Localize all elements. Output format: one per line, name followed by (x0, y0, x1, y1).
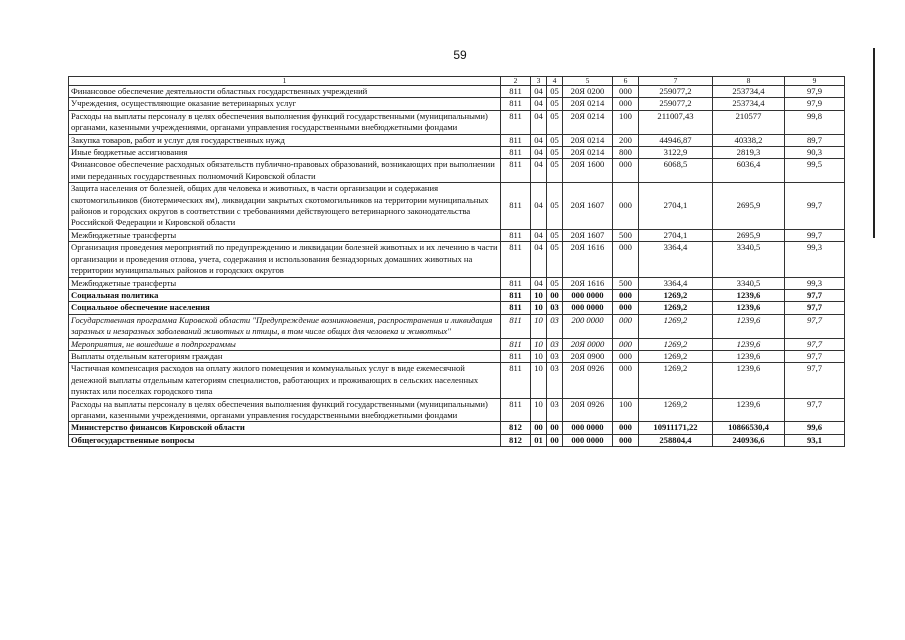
percent-cell: 99,3 (785, 277, 845, 289)
subsection-cell: 03 (547, 350, 563, 362)
target-article-cell: 000 0000 (563, 302, 613, 314)
table-row (69, 277, 845, 289)
column-number: 3 (531, 77, 547, 86)
expense-type-cell: 000 (613, 350, 639, 362)
chapter-code-cell: 811 (501, 338, 531, 350)
chapter-code-cell: 811 (501, 229, 531, 241)
table-row (69, 86, 845, 98)
column-number: 1 (69, 77, 501, 86)
table-row (69, 314, 845, 338)
section-cell: 10 (531, 314, 547, 338)
expense-type-cell: 000 (613, 338, 639, 350)
expense-type-cell: 000 (613, 159, 639, 183)
target-article-cell: 20Я 1607 (563, 229, 613, 241)
subsection-cell: 00 (547, 289, 563, 301)
subsection-cell: 05 (547, 242, 563, 277)
expense-type-cell: 000 (613, 363, 639, 398)
percent-cell: 97,7 (785, 350, 845, 362)
subsection-cell: 05 (547, 110, 563, 134)
planned-amount-cell: 2704,1 (639, 229, 713, 241)
chapter-code-cell: 811 (501, 289, 531, 301)
planned-amount-cell: 1269,2 (639, 289, 713, 301)
table-row (69, 242, 845, 277)
chapter-code-cell: 812 (501, 422, 531, 434)
expense-type-cell: 000 (613, 314, 639, 338)
percent-cell: 97,7 (785, 363, 845, 398)
target-article-cell: 000 0000 (563, 434, 613, 446)
table-row (69, 110, 845, 134)
target-article-cell: 20Я 1616 (563, 242, 613, 277)
subsection-cell: 03 (547, 314, 563, 338)
chapter-code-cell: 811 (501, 147, 531, 159)
subsection-cell: 05 (547, 134, 563, 146)
table-row (69, 302, 845, 314)
row-name-cell: Выплаты отдельным категориям граждан (69, 350, 501, 362)
column-number-row (69, 77, 845, 86)
expense-type-cell: 000 (613, 434, 639, 446)
chapter-code-cell: 811 (501, 183, 531, 230)
row-name-cell: Межбюджетные трансферты (69, 229, 501, 241)
row-name-cell: Расходы на выплаты персоналу в целях обеспечения выполнения функций государственными (муниципальными) органами, казенными учреждениями, органами управления государственными внебюджетными фондами (69, 398, 501, 422)
row-name-cell: Защита населения от болезней, общих для человека и животных, в части организации и содержания скотомогильников (биотермических ям), ликвидации закрытых скотомогильников на территории муниципальных районов и городских округов в соответствии с требованиями действующего ветеринарного законодательства Российской Федерации и Кировской области (69, 183, 501, 230)
row-name-cell: Частичная компенсация расходов на оплату жилого помещения и коммунальных услуг в виде ежемесячной денежной выплаты отдельным категориям специалистов, работающих и проживающих в сельских населенных пунктах или поселках городского типа (69, 363, 501, 398)
percent-cell: 99,7 (785, 229, 845, 241)
planned-amount-cell: 2704,1 (639, 183, 713, 230)
actual-amount-cell: 2695,9 (713, 183, 785, 230)
table-row (69, 289, 845, 301)
subsection-cell: 05 (547, 183, 563, 230)
target-article-cell: 000 0000 (563, 422, 613, 434)
expense-type-cell: 500 (613, 229, 639, 241)
page-number: 59 (453, 48, 467, 62)
percent-cell: 97,7 (785, 289, 845, 301)
planned-amount-cell: 44946,87 (639, 134, 713, 146)
row-name-cell: Социальное обеспечение населения (69, 302, 501, 314)
section-cell: 04 (531, 147, 547, 159)
target-article-cell: 20Я 0926 (563, 363, 613, 398)
table-row (69, 434, 845, 446)
target-article-cell: 000 0000 (563, 289, 613, 301)
section-cell: 04 (531, 159, 547, 183)
row-name-cell: Организация проведения мероприятий по предупреждению и ликвидации болезней животных и их лечению в части организации и проведения отлова, учета, содержания и использования безнадзорных домашних животных на территории муниципальных районов и городских округов (69, 242, 501, 277)
target-article-cell: 20Я 0214 (563, 98, 613, 110)
target-article-cell: 20Я 1607 (563, 183, 613, 230)
table-row (69, 134, 845, 146)
section-cell: 04 (531, 183, 547, 230)
subsection-cell: 00 (547, 422, 563, 434)
section-cell: 10 (531, 398, 547, 422)
actual-amount-cell: 1239,6 (713, 338, 785, 350)
actual-amount-cell: 1239,6 (713, 302, 785, 314)
section-cell: 04 (531, 229, 547, 241)
actual-amount-cell: 3340,5 (713, 242, 785, 277)
subsection-cell: 00 (547, 434, 563, 446)
section-cell: 04 (531, 134, 547, 146)
section-cell: 10 (531, 302, 547, 314)
expense-type-cell: 000 (613, 289, 639, 301)
section-cell: 10 (531, 338, 547, 350)
actual-amount-cell: 10866530,4 (713, 422, 785, 434)
actual-amount-cell: 40338,2 (713, 134, 785, 146)
percent-cell: 90,3 (785, 147, 845, 159)
section-cell: 04 (531, 277, 547, 289)
planned-amount-cell: 259077,2 (639, 86, 713, 98)
actual-amount-cell: 1239,6 (713, 398, 785, 422)
planned-amount-cell: 3364,4 (639, 242, 713, 277)
target-article-cell: 20Я 0000 (563, 338, 613, 350)
chapter-code-cell: 811 (501, 363, 531, 398)
actual-amount-cell: 210577 (713, 110, 785, 134)
expense-type-cell: 200 (613, 134, 639, 146)
row-name-cell: Расходы на выплаты персоналу в целях обеспечения выполнения функций государственными (муниципальными) органами, казенными учреждениями, органами управления государственными внебюджетными фондами (69, 110, 501, 134)
subsection-cell: 03 (547, 398, 563, 422)
column-number: 5 (563, 77, 613, 86)
expense-type-cell: 500 (613, 277, 639, 289)
percent-cell: 99,7 (785, 183, 845, 230)
chapter-code-cell: 811 (501, 302, 531, 314)
section-cell: 04 (531, 98, 547, 110)
row-name-cell: Закупка товаров, работ и услуг для государственных нужд (69, 134, 501, 146)
budget-table (68, 76, 845, 447)
target-article-cell: 20Я 0214 (563, 134, 613, 146)
planned-amount-cell: 6068,5 (639, 159, 713, 183)
section-cell: 04 (531, 86, 547, 98)
subsection-cell: 05 (547, 147, 563, 159)
planned-amount-cell: 259077,2 (639, 98, 713, 110)
chapter-code-cell: 811 (501, 277, 531, 289)
table-row (69, 147, 845, 159)
row-name-cell: Мероприятия, не вошедшие в подпрограммы (69, 338, 501, 350)
table-row (69, 183, 845, 230)
percent-cell: 93,1 (785, 434, 845, 446)
table-row (69, 422, 845, 434)
expense-type-cell: 000 (613, 183, 639, 230)
section-cell: 10 (531, 363, 547, 398)
row-name-cell: Финансовое обеспечение деятельности областных государственных учреждений (69, 86, 501, 98)
table-row (69, 338, 845, 350)
expense-type-cell: 000 (613, 98, 639, 110)
percent-cell: 97,9 (785, 98, 845, 110)
percent-cell: 99,5 (785, 159, 845, 183)
row-name-cell: Финансовое обеспечение расходных обязательств публично-правовых образований, возникающих при выполнении ими переданных государственных полномочий Кировской области (69, 159, 501, 183)
percent-cell: 97,7 (785, 338, 845, 350)
column-number: 2 (501, 77, 531, 86)
section-cell: 00 (531, 422, 547, 434)
section-cell: 01 (531, 434, 547, 446)
actual-amount-cell: 1239,6 (713, 289, 785, 301)
expense-type-cell: 100 (613, 110, 639, 134)
percent-cell: 99,3 (785, 242, 845, 277)
column-number: 9 (785, 77, 845, 86)
planned-amount-cell: 3364,4 (639, 277, 713, 289)
expense-type-cell: 100 (613, 398, 639, 422)
table-row (69, 229, 845, 241)
planned-amount-cell: 1269,2 (639, 350, 713, 362)
subsection-cell: 03 (547, 338, 563, 350)
section-cell: 04 (531, 242, 547, 277)
chapter-code-cell: 811 (501, 159, 531, 183)
chapter-code-cell: 811 (501, 314, 531, 338)
chapter-code-cell: 811 (501, 350, 531, 362)
percent-cell: 97,7 (785, 398, 845, 422)
row-name-cell: Государственная программа Кировской области "Предупреждение возникновения, распространения и ликвидация заразных и незаразных заболеваний животных и птицы, в том числе общих для человека и животных" (69, 314, 501, 338)
chapter-code-cell: 811 (501, 110, 531, 134)
actual-amount-cell: 2695,9 (713, 229, 785, 241)
expense-type-cell: 000 (613, 422, 639, 434)
table-row (69, 363, 845, 398)
percent-cell: 97,7 (785, 302, 845, 314)
chapter-code-cell: 811 (501, 398, 531, 422)
section-cell: 10 (531, 350, 547, 362)
actual-amount-cell: 253734,4 (713, 86, 785, 98)
section-cell: 10 (531, 289, 547, 301)
planned-amount-cell: 1269,2 (639, 398, 713, 422)
subsection-cell: 05 (547, 159, 563, 183)
row-name-cell: Общегосударственные вопросы (69, 434, 501, 446)
section-cell: 04 (531, 110, 547, 134)
margin-rule (873, 48, 875, 238)
target-article-cell: 20Я 1600 (563, 159, 613, 183)
column-number: 6 (613, 77, 639, 86)
expense-type-cell: 800 (613, 147, 639, 159)
table-body (69, 86, 845, 447)
chapter-code-cell: 811 (501, 86, 531, 98)
planned-amount-cell: 10911171,22 (639, 422, 713, 434)
table-row (69, 398, 845, 422)
chapter-code-cell: 811 (501, 242, 531, 277)
planned-amount-cell: 1269,2 (639, 314, 713, 338)
table-row (69, 350, 845, 362)
percent-cell: 99,6 (785, 422, 845, 434)
expense-type-cell: 000 (613, 86, 639, 98)
expense-type-cell: 000 (613, 242, 639, 277)
actual-amount-cell: 6036,4 (713, 159, 785, 183)
target-article-cell: 200 0000 (563, 314, 613, 338)
subsection-cell: 05 (547, 86, 563, 98)
actual-amount-cell: 3340,5 (713, 277, 785, 289)
planned-amount-cell: 1269,2 (639, 338, 713, 350)
chapter-code-cell: 811 (501, 98, 531, 110)
percent-cell: 89,7 (785, 134, 845, 146)
planned-amount-cell: 1269,2 (639, 363, 713, 398)
actual-amount-cell: 1239,6 (713, 314, 785, 338)
column-number: 7 (639, 77, 713, 86)
actual-amount-cell: 1239,6 (713, 350, 785, 362)
planned-amount-cell: 1269,2 (639, 302, 713, 314)
percent-cell: 99,8 (785, 110, 845, 134)
subsection-cell: 03 (547, 302, 563, 314)
row-name-cell: Межбюджетные трансферты (69, 277, 501, 289)
row-name-cell: Учреждения, осуществляющие оказание ветеринарных услуг (69, 98, 501, 110)
percent-cell: 97,9 (785, 86, 845, 98)
percent-cell: 97,7 (785, 314, 845, 338)
target-article-cell: 20Я 0214 (563, 110, 613, 134)
column-number: 8 (713, 77, 785, 86)
row-name-cell: Социальная политика (69, 289, 501, 301)
subsection-cell: 05 (547, 98, 563, 110)
actual-amount-cell: 2819,3 (713, 147, 785, 159)
actual-amount-cell: 253734,4 (713, 98, 785, 110)
expense-type-cell: 000 (613, 302, 639, 314)
subsection-cell: 05 (547, 277, 563, 289)
target-article-cell: 20Я 0214 (563, 147, 613, 159)
actual-amount-cell: 1239,6 (713, 363, 785, 398)
actual-amount-cell: 240936,6 (713, 434, 785, 446)
table-row (69, 159, 845, 183)
target-article-cell: 20Я 0200 (563, 86, 613, 98)
column-number: 4 (547, 77, 563, 86)
chapter-code-cell: 811 (501, 134, 531, 146)
planned-amount-cell: 211007,43 (639, 110, 713, 134)
subsection-cell: 03 (547, 363, 563, 398)
row-name-cell: Министерство финансов Кировской области (69, 422, 501, 434)
planned-amount-cell: 258804,4 (639, 434, 713, 446)
target-article-cell: 20Я 1616 (563, 277, 613, 289)
table-row (69, 98, 845, 110)
chapter-code-cell: 812 (501, 434, 531, 446)
target-article-cell: 20Я 0926 (563, 398, 613, 422)
planned-amount-cell: 3122,9 (639, 147, 713, 159)
subsection-cell: 05 (547, 229, 563, 241)
target-article-cell: 20Я 0900 (563, 350, 613, 362)
row-name-cell: Иные бюджетные ассигнования (69, 147, 501, 159)
